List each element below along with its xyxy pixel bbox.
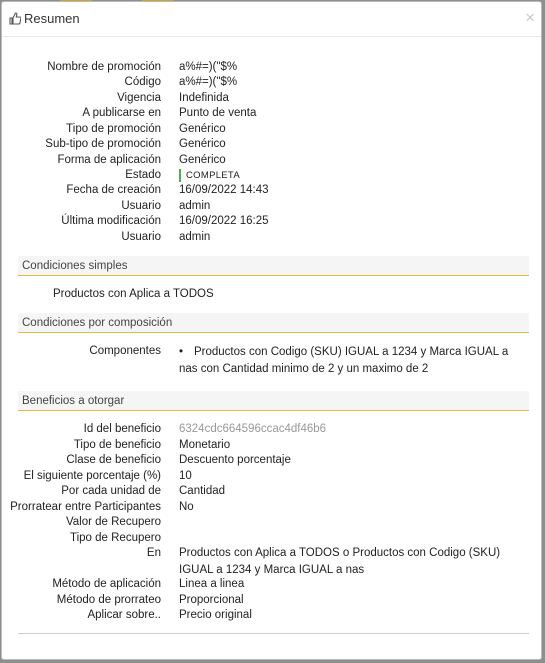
field-value: 10 [179, 470, 192, 482]
field-row-status [2, 168, 541, 183]
benefit-row-prorate [2, 500, 541, 515]
field-label: Tipo de promoción [66, 123, 161, 135]
field-label: El siguiente porcentaje (%) [23, 470, 161, 482]
field-label: Nombre de promoción [47, 61, 161, 73]
field-label: Por cada unidad de [61, 485, 161, 497]
modal-header [2, 2, 541, 37]
field-row-apply-form [2, 153, 541, 168]
field-row-publish-in [2, 106, 541, 121]
section-header-composition-conditions: Condiciones por composición [18, 313, 529, 333]
field-row-validity [2, 91, 541, 106]
summary-modal [1, 1, 542, 660]
field-label: Valor de Recupero [65, 516, 161, 528]
field-row-code [2, 75, 541, 90]
field-value: Linea a linea [179, 578, 245, 590]
modal-body [2, 37, 541, 659]
benefit-row-recovery-type [2, 531, 541, 546]
field-label: Usuario [121, 200, 161, 212]
benefit-row-percentage [2, 469, 541, 484]
field-row-modified-user [2, 230, 541, 245]
benefit-row-class [2, 453, 541, 468]
benefit-row-recovery-value [2, 515, 541, 530]
field-value: a%#=)("$% [179, 76, 238, 88]
field-label: Vigencia [117, 92, 161, 104]
field-label: Clase de beneficio [66, 454, 161, 466]
field-row-promo-name [2, 60, 541, 75]
section-header-benefits: Beneficios a otorgar [18, 391, 529, 411]
modal-title-text: Resumen [24, 11, 80, 26]
field-label: A publicarse en [82, 107, 161, 119]
thumbs-up-icon [9, 12, 21, 25]
field-value: Indefinida [179, 92, 229, 104]
field-value: 16/09/2022 16:25 [179, 215, 269, 227]
field-row-promo-subtype [2, 137, 541, 152]
field-value: admin [179, 231, 211, 243]
close-button[interactable]: × [525, 8, 535, 27]
field-row-promo-type [2, 122, 541, 137]
field-label: Última modificación [61, 215, 161, 227]
field-value: Genérico [179, 123, 226, 135]
field-value: Monetario [179, 439, 231, 451]
benefit-in-value: Productos con Aplica a TODOS o Productos con Codigo (SKU) IGUAL a 1234 y Marca IGUAL a nas [179, 547, 501, 576]
components-list-item [179, 344, 524, 378]
divider [18, 633, 529, 634]
field-label: Método de prorrateo [56, 594, 161, 606]
benefit-row-id [2, 422, 541, 437]
field-value: Precio original [179, 609, 252, 621]
field-label: Tipo de Recupero [70, 532, 161, 544]
field-label: Id del beneficio [83, 423, 161, 435]
field-label: Fecha de creación [66, 184, 161, 196]
status-badge [179, 168, 240, 183]
field-value: Descuento porcentaje [179, 454, 291, 466]
field-label: Sub-tipo de promoción [45, 138, 161, 150]
field-label: Tipo de beneficio [73, 439, 161, 451]
field-row-last-modified [2, 214, 541, 229]
field-row-created-at [2, 183, 541, 198]
benefit-row-type [2, 438, 541, 453]
field-label: Código [124, 76, 161, 88]
field-value: admin [179, 200, 211, 212]
field-label: Prorratear entre Participantes [10, 501, 161, 513]
benefit-row-prorate-method [2, 593, 541, 608]
benefit-row-per-unit [2, 484, 541, 499]
benefit-row-apply-on [2, 608, 541, 623]
field-label: Forma de aplicación [57, 154, 161, 166]
field-value: No [179, 501, 194, 513]
field-value: Genérico [179, 154, 226, 166]
field-label: Estado [125, 169, 161, 181]
section-header-simple-conditions: Condiciones simples [18, 256, 529, 276]
field-value: 6324cdc664596ccac4df46b6 [179, 423, 327, 435]
bullet-glyph: • [179, 346, 184, 358]
field-label: En [146, 547, 161, 559]
field-value: Cantidad [179, 485, 226, 497]
status-indicator [179, 169, 181, 182]
field-value: Proporcional [179, 594, 244, 606]
field-label: Método de aplicación [52, 578, 161, 590]
simple-condition-row [2, 287, 541, 302]
field-value: 16/09/2022 14:43 [179, 184, 269, 196]
field-value: a%#=)("$% [179, 61, 238, 73]
simple-condition-text: Productos con Aplica a TODOS [53, 288, 214, 300]
modal-title [9, 11, 80, 26]
field-row-user [2, 199, 541, 214]
field-label: Componentes [89, 345, 161, 357]
field-value: Punto de venta [179, 107, 257, 119]
field-label: Usuario [121, 231, 161, 243]
component-text: Productos con Codigo (SKU) IGUAL a 1234 y Marca IGUAL a nas con Cantidad minimo de 2 y un maximo de 2 [179, 346, 509, 375]
field-value: Genérico [179, 138, 226, 150]
benefit-row-apply-method [2, 577, 541, 592]
field-label: Aplicar sobre.. [87, 609, 161, 621]
status-text: COMPLETA [186, 170, 240, 181]
